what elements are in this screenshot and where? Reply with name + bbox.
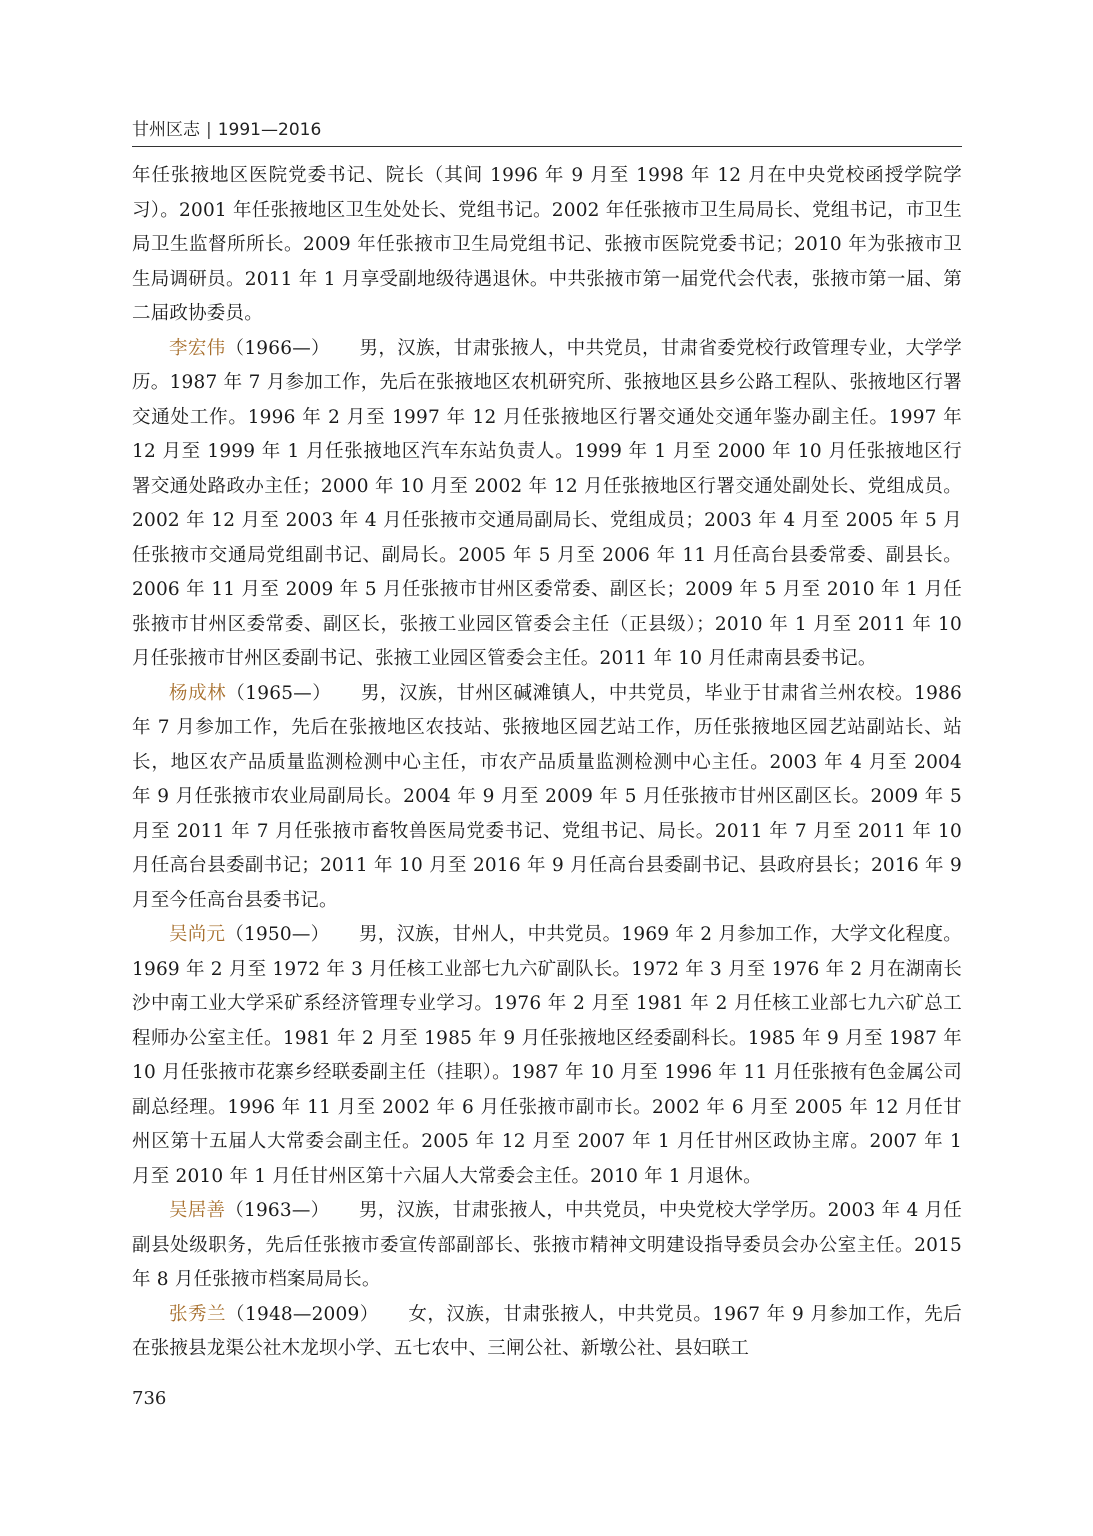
person-name: 张秀兰 (169, 1303, 226, 1325)
person-lifespan: （1948—2009） (226, 1303, 379, 1325)
header-rule (132, 146, 962, 147)
biography-yang-chenglin (132, 677, 962, 919)
paragraph-continuation (132, 159, 962, 332)
biography-text: 女，汉族，甘肃张掖人，中共党员。1967 年 9 月参加工作，先后在张掖县龙渠公社木龙坝小学、五七农中、三闸公社、新墩公社、县妇联工 (132, 1303, 962, 1359)
person-name: 杨成林 (169, 682, 227, 704)
biography-text: 男，汉族，甘肃张掖人，中共党员，甘肃省委党校行政管理专业，大学学历。1987 年 7 月参加工作，先后在张掖地区农机研究所、张掖地区县乡公路工程队、张掖地区行署交通处工作。1996 年 2 月至 1997 年 12 月任张掖地区行署交通处交通年鉴办副主任。1997 年 12 月至 1999 年 1 月任张掖地区汽车东站负责人。1999 年 1 月至 2000 年 10 月任张掖地区行署交通处路政办主任；2000 年 10 月至 2002 年 12 月任张掖地区行署交通处副处长、党组成员。2002 年 12 月至 2003 年 4 月任张掖市交通局副局长、党组成员；2003 年 4 月至 2005 年 5 月任张掖市交通局党组副书记、副局长。2005 年 5 月至 2006 年 11 月任高台县委常委、副县长。2006 年 11 月至 2009 年 5 月任张掖市甘州区委常委、副区长；2009 年 5 月至 2010 年 1 月任张掖市甘州区委常委、副区长，张掖工业园区管委会主任（正县级）；2010 年 1 月至 2011 年 10 月任张掖市甘州区委副书记、张掖工业园区管委会主任。2011 年 10 月任肃南县委书记。 (132, 337, 962, 669)
header-separator: | (206, 120, 212, 140)
book-period: 1991—2016 (217, 120, 322, 140)
biography-text: 男，汉族，甘州人，中共党员。1969 年 2 月参加工作，大学文化程度。1969 年 2 月至 1972 年 3 月任核工业部七九六矿副队长。1972 年 3 月至 1976 年 2 月在湖南长沙中南工业大学采矿系经济管理专业学习。1976 年 2 月至 1981 年 2 月任核工业部七九六矿总工程师办公室主任。1981 年 2 月至 1985 年 9 月任张掖地区经委副科长。1985 年 9 月至 1987 年 10 月任张掖市花寨乡经联委副主任（挂职）。1987 年 10 月至 1996 年 11 月任张掖有色金属公司副总经理。1996 年 11 月至 2002 年 6 月任张掖市副市长。2002 年 6 月至 2005 年 12 月任甘州区第十五届人大常委会副主任。2005 年 12 月至 2007 年 1 月任甘州区政协主席。2007 年 1 月至 2010 年 1 月任甘州区第十六届人大常委会主任。2010 年 1 月退休。 (132, 924, 962, 1187)
person-lifespan: （1965—） (226, 682, 332, 704)
biography-text: 男，汉族，甘肃张掖人，中共党员，中央党校大学学历。2003 年 4 月任副县处级职务，先后任张掖市委宣传部副部长、张掖市精神文明建设指导委员会办公室主任。2015 年 8 月任张掖市档案局局长。 (132, 1200, 962, 1290)
person-name: 李宏伟 (169, 337, 226, 359)
person-lifespan: （1950—） (225, 924, 330, 945)
biography-wu-jushan (132, 1194, 962, 1298)
biography-wu-shangyuan (132, 918, 962, 1194)
page-number: 736 (132, 1388, 167, 1409)
biography-zhang-xiulan (132, 1298, 962, 1367)
biography-li-hongwei (132, 332, 962, 677)
page-body (132, 159, 962, 1367)
book-title: 甘州区志 (132, 120, 200, 140)
paragraph-text: 年任张掖地区医院党委书记、院长（其间 1996 年 9 月至 1998 年 12 月在中央党校函授学院学习）。2001 年任张掖地区卫生处处长、党组书记。2002 年任张掖市卫生局局长、党组书记，市卫生局卫生监督所所长。2009 年任张掖市卫生局党组书记、张掖市医院党委书记；2010 年为张掖市卫生局调研员。2011 年 1 月享受副地级待遇退休。中共张掖市第一届党代会代表，张掖市第一届、第二届政协委员。 (132, 165, 962, 324)
person-lifespan: （1963—） (225, 1200, 330, 1221)
person-name: 吴居善 (169, 1200, 226, 1221)
running-header (132, 119, 962, 141)
person-name: 吴尚元 (169, 924, 226, 945)
person-lifespan: （1966—） (225, 337, 330, 359)
biography-text: 男，汉族，甘州区碱滩镇人，中共党员，毕业于甘肃省兰州农校。1986 年 7 月参加工作，先后在张掖地区农技站、张掖地区园艺站工作，历任张掖地区园艺站副站长、站长，地区农产品质量监测检测中心主任，市农产品质量监测检测中心主任。2003 年 4 月至 2004 年 9 月任张掖市农业局副局长。2004 年 9 月至 2009 年 5 月任张掖市甘州区副区长。2009 年 5 月至 2011 年 7 月任张掖市畜牧兽医局党委书记、党组书记、局长。2011 年 7 月至 2011 年 10 月任高台县委副书记；2011 年 10 月至 2016 年 9 月任高台县委副书记、县政府县长；2016 年 9 月至今任高台县委书记。 (132, 682, 962, 911)
